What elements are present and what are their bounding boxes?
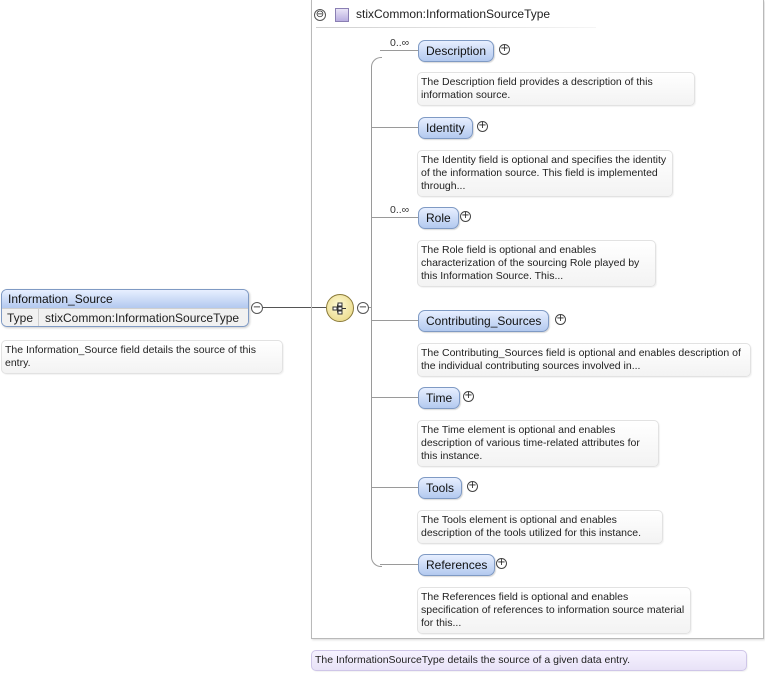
expand-icon[interactable]: + bbox=[497, 557, 506, 568]
title-divider bbox=[316, 27, 596, 28]
element-doc: The References field is optional and enables specification of references to information source material for this... bbox=[417, 587, 691, 634]
root-collapse-icon[interactable]: − bbox=[252, 302, 262, 313]
element-role[interactable]: Role bbox=[418, 207, 459, 229]
expand-icon[interactable]: + bbox=[478, 120, 487, 131]
element-references[interactable]: References bbox=[418, 554, 495, 576]
element-doc: The Tools element is optional and enables description of the tools utilized for this instance. bbox=[417, 510, 663, 544]
root-element-box[interactable] bbox=[1, 289, 249, 327]
cardinality-label: 0..∞ bbox=[390, 204, 410, 216]
root-type-row bbox=[2, 308, 248, 327]
element-doc: The Role field is optional and enables characterization of the sourcing Role played by this Information Source. This... bbox=[417, 240, 656, 287]
element-doc: The Description field provides a description of this information source. bbox=[417, 72, 695, 106]
expand-icon[interactable]: + bbox=[464, 390, 473, 401]
element-doc: The Contributing_Sources field is optional and enables description of the individual contributing sources involved in... bbox=[417, 343, 751, 377]
type-collapse-icon[interactable]: ⊖ bbox=[315, 9, 325, 20]
root-description: The Information_Source field details the source of this entry. bbox=[1, 340, 283, 374]
element-identity[interactable]: Identity bbox=[418, 117, 473, 139]
element-time[interactable]: Time bbox=[418, 387, 460, 409]
element-doc: The Identity field is optional and specifies the identity of the information source. This field is implemented through... bbox=[417, 150, 673, 197]
expand-icon[interactable]: + bbox=[500, 43, 509, 54]
sequence-compositor-icon[interactable] bbox=[326, 294, 354, 322]
root-type-value: stixCommon:InformationSourceType bbox=[45, 311, 240, 325]
element-doc: The Time element is optional and enables description of various time-related attributes for this instance. bbox=[417, 420, 659, 467]
root-element-name: Information_Source bbox=[2, 290, 248, 308]
expand-icon[interactable]: + bbox=[461, 210, 470, 221]
complex-type-icon bbox=[335, 8, 349, 22]
root-type-label: Type bbox=[7, 311, 34, 325]
type-description: The InformationSourceType details the source of a given data entry. bbox=[311, 650, 747, 671]
element-tools[interactable]: Tools bbox=[418, 477, 462, 499]
element-description[interactable]: Description bbox=[418, 40, 494, 62]
sequence-collapse-icon[interactable]: − bbox=[358, 302, 368, 313]
root-type-separator bbox=[38, 309, 39, 327]
expand-icon[interactable]: + bbox=[468, 480, 477, 491]
complex-type-title: stixCommon:InformationSourceType bbox=[356, 7, 551, 21]
element-contributing-sources[interactable]: Contributing_Sources bbox=[418, 310, 549, 332]
expand-icon[interactable]: + bbox=[556, 313, 565, 324]
cardinality-label: 0..∞ bbox=[390, 37, 410, 49]
